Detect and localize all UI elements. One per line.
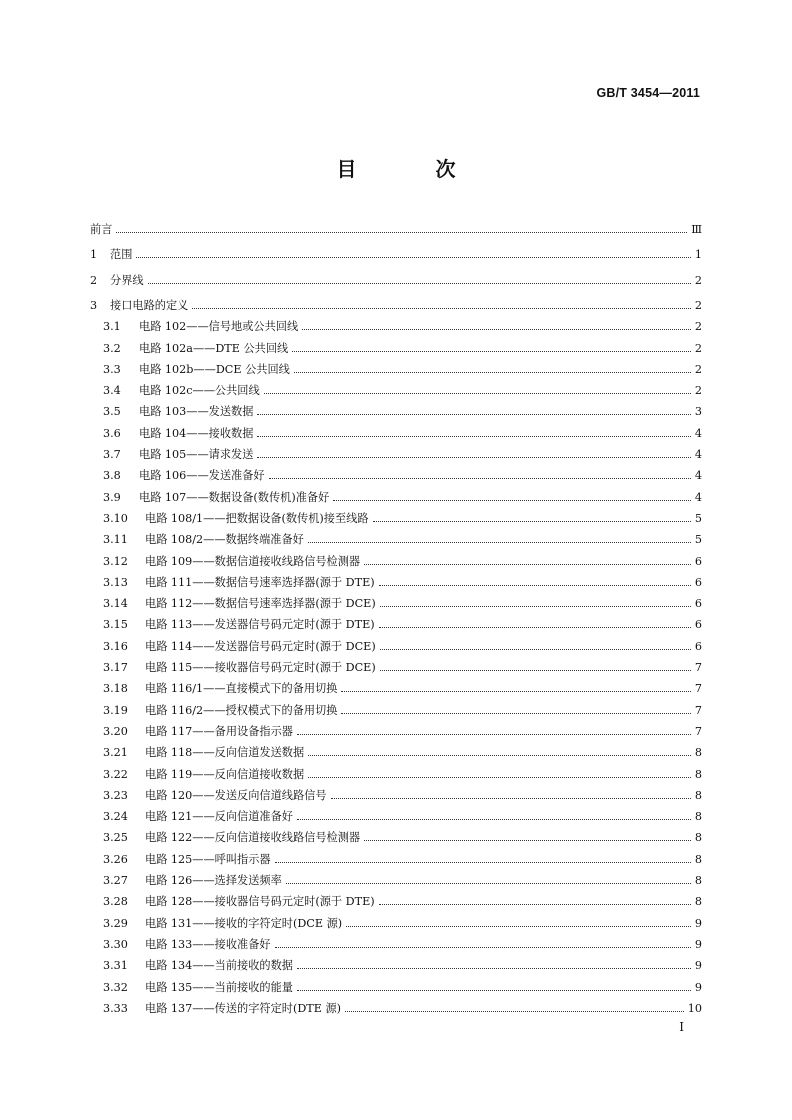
- toc-entry-title: 电路 113——发送器信号码元定时(源于 DTE): [145, 618, 375, 632]
- toc-entry-title: 电路 121——反向信道准备好: [145, 810, 293, 824]
- toc-entry-page: 1: [694, 248, 702, 262]
- toc-entry-page: 5: [694, 533, 702, 547]
- toc-entry-title: 分界线: [110, 273, 144, 287]
- toc-entry-title: 电路 137——传送的字符定时(DTE 源): [145, 1001, 342, 1015]
- toc-entry-number: 3.21: [103, 746, 128, 760]
- toc-entry-number: 3.24: [103, 810, 128, 824]
- toc-entry-title: 电路 106——发送准备好: [139, 469, 265, 483]
- toc-entry-number: 3.6: [103, 426, 121, 440]
- toc-entry-page: 2: [694, 273, 702, 287]
- toc-entry-number: 3.3: [103, 362, 121, 376]
- toc-entry-number: 1: [90, 248, 98, 262]
- dot-leader: [302, 329, 691, 330]
- dot-leader: [308, 755, 691, 756]
- toc-entry-title: 电路 125——呼叫指示器: [145, 852, 271, 866]
- toc-entry-page: 8: [694, 852, 702, 866]
- toc-entry-number: 3.31: [103, 959, 128, 973]
- toc-entry-page: 5: [694, 511, 702, 525]
- toc-entry-title: 电路 120——发送反向信道线路信号: [145, 788, 327, 802]
- toc-entry: [90, 809, 702, 825]
- toc-entry-number: 3.27: [103, 874, 128, 887]
- dot-leader: [148, 283, 691, 284]
- toc-entry: [90, 724, 702, 740]
- toc-entry-number: 3.14: [103, 597, 128, 611]
- toc-entry-title: 电路 134——当前接收的数据: [145, 959, 293, 973]
- toc-entry-number: 3.23: [103, 788, 128, 802]
- toc-entry-page: 8: [694, 788, 702, 802]
- toc-entry: [90, 852, 702, 868]
- toc-entry-title: 电路 122——反向信道接收线路信号检测器: [145, 831, 361, 845]
- toc-entry-page: 8: [694, 831, 702, 845]
- toc-entry: [90, 830, 702, 846]
- toc-entry: [90, 703, 702, 719]
- dot-leader: [275, 862, 691, 863]
- footer-page-number: I: [679, 1020, 684, 1034]
- toc-entry-number: 3.8: [103, 469, 121, 483]
- toc-entry-title: 电路 102c——公共回线: [139, 384, 260, 398]
- toc-entry-page: 2: [694, 298, 702, 312]
- toc-entry: [90, 873, 702, 889]
- toc-entry-page: 10: [687, 1001, 702, 1015]
- toc-entry-page: 8: [694, 767, 702, 781]
- toc-entry: [90, 894, 702, 910]
- toc-entry: [90, 937, 702, 953]
- toc-entry-title: 电路 103——发送数据: [139, 405, 254, 419]
- toc-entry: [90, 980, 702, 996]
- toc-entry-title: 电路 114——发送器信号码元定时(源于 DCE): [145, 639, 376, 653]
- dot-leader: [286, 883, 691, 884]
- dot-leader: [380, 670, 691, 671]
- dot-leader: [257, 436, 690, 437]
- toc-entry-number: 3.9: [103, 490, 121, 504]
- toc-entry-number: 3.17: [103, 661, 128, 674]
- toc-entry-page: 2: [694, 341, 702, 355]
- dot-leader: [257, 414, 690, 415]
- toc-entry-number: 3.10: [103, 511, 128, 525]
- dot-leader: [345, 1011, 684, 1012]
- toc-entry-number: 3.7: [103, 448, 121, 461]
- toc-entry-title: 电路 131——接收的字符定时(DCE 源): [145, 916, 343, 930]
- toc-entry: [90, 426, 702, 442]
- toc-entry-page: 7: [694, 703, 702, 717]
- toc-entry: [90, 681, 702, 697]
- toc-entry-title: 电路 115——接收器信号码元定时(源于 DCE): [145, 661, 376, 674]
- toc-entry: [90, 575, 702, 591]
- dot-leader: [116, 232, 687, 233]
- toc-entry: [90, 660, 702, 676]
- toc-entry-title: 电路 126——选择发送频率: [145, 874, 282, 887]
- toc-entry: [90, 341, 702, 357]
- toc-entry-number: 3.4: [103, 384, 121, 398]
- toc-entry-title: 电路 102——信号地或公共回线: [139, 320, 299, 334]
- toc-entry-number: 3: [90, 298, 98, 312]
- dot-leader: [136, 257, 690, 258]
- dot-leader: [341, 713, 690, 714]
- toc-entry: [90, 511, 702, 527]
- toc-entry-title: 电路 119——反向信道接收数据: [145, 767, 305, 781]
- toc-entry-title: 电路 117——备用设备指示器: [145, 724, 293, 738]
- toc-entry-number: 3.18: [103, 682, 128, 696]
- toc-entry-title: 电路 135——当前接收的能量: [145, 980, 293, 994]
- dot-leader: [269, 478, 691, 479]
- dot-leader: [192, 308, 691, 309]
- toc-entry-number: 3.19: [103, 703, 128, 717]
- toc-entry: [90, 554, 702, 570]
- toc-entry-page: 6: [694, 597, 702, 611]
- toc-entry-title: 电路 105——请求发送: [139, 448, 254, 461]
- toc-entry-page: 8: [694, 810, 702, 824]
- dot-leader: [275, 947, 691, 948]
- dot-leader: [308, 542, 691, 543]
- dot-leader: [331, 798, 691, 799]
- toc-entry: [90, 383, 702, 399]
- toc-entry-page: 8: [694, 895, 702, 909]
- toc-entry: [90, 362, 702, 378]
- toc-entry-page: 6: [694, 639, 702, 653]
- toc-entry: [90, 247, 702, 263]
- toc-entry-title: 电路 102b——DCE 公共回线: [139, 362, 290, 376]
- dot-leader: [297, 990, 691, 991]
- toc-entry: [90, 404, 702, 420]
- toc-entry-title: 电路 118——反向信道发送数据: [145, 746, 305, 760]
- dot-leader: [341, 691, 690, 692]
- toc-entry-number: 3.28: [103, 895, 128, 909]
- toc-entry: [90, 745, 702, 761]
- toc-entry-title: 电路 104——接收数据: [139, 426, 254, 440]
- toc-entry-title: 范围: [110, 248, 133, 262]
- dot-leader: [292, 351, 691, 352]
- toc-entry: [90, 767, 702, 783]
- toc-entry-page: 8: [694, 874, 702, 887]
- toc-entry-page: 7: [694, 682, 702, 696]
- toc-entry-number: 3.26: [103, 852, 128, 866]
- dot-leader: [346, 926, 691, 927]
- toc-entry-page: 2: [694, 362, 702, 376]
- dot-leader: [373, 521, 691, 522]
- dot-leader: [308, 777, 691, 778]
- toc-entry: [90, 468, 702, 484]
- toc-entry: [90, 319, 702, 335]
- toc-entry: [90, 490, 702, 506]
- toc-entry: [90, 596, 702, 612]
- toc-entry-page: 2: [694, 320, 702, 334]
- toc-entry-title: 电路 108/1——把数据设备(数传机)接至线路: [145, 511, 369, 525]
- toc-entry-page: 2: [694, 384, 702, 398]
- toc-entry: [90, 222, 702, 238]
- toc-entry-number: 3.15: [103, 618, 128, 632]
- toc-entry-title: 接口电路的定义: [110, 298, 189, 312]
- dot-leader: [380, 649, 691, 650]
- standard-code: GB/T 3454—2011: [596, 86, 700, 100]
- toc-entry-title: 电路 116/2——授权模式下的备用切换: [145, 703, 338, 717]
- toc-entry-page: 4: [694, 426, 702, 440]
- toc-entry-title: 前言: [90, 223, 113, 236]
- toc-entry-page: 8: [694, 746, 702, 760]
- toc-entry: [90, 273, 702, 289]
- dot-leader: [364, 840, 691, 841]
- dot-leader: [297, 968, 691, 969]
- toc-entry: [90, 617, 702, 633]
- toc-entry-number: 3.30: [103, 937, 128, 951]
- toc-entry-page: 9: [694, 916, 702, 930]
- dot-leader: [294, 372, 691, 373]
- toc-entry-page: 7: [694, 724, 702, 738]
- toc-entry-title: 电路 133——接收准备好: [145, 937, 271, 951]
- toc-entry-number: 3.25: [103, 831, 128, 845]
- toc-entry-page: 3: [694, 405, 702, 419]
- toc-entry-title: 电路 111——数据信号速率选择器(源于 DTE): [145, 575, 375, 589]
- toc-entry-number: 3.13: [103, 575, 128, 589]
- toc-entry-page: 4: [694, 490, 702, 504]
- toc-entry: [90, 916, 702, 932]
- toc-entry-number: 3.22: [103, 767, 128, 781]
- toc-entry: [90, 298, 702, 314]
- dot-leader: [297, 819, 691, 820]
- toc-entry-page: 4: [694, 469, 702, 483]
- toc-entry-page: Ⅲ: [691, 223, 702, 236]
- toc-entry-title: 电路 109——数据信道接收线路信号检测器: [145, 554, 361, 568]
- toc-entry-title: 电路 108/2——数据终端准备好: [145, 533, 304, 547]
- toc-entry-number: 3.1: [103, 320, 121, 334]
- toc-entry-number: 3.16: [103, 639, 128, 653]
- toc-entry: [90, 639, 702, 655]
- dot-leader: [379, 904, 691, 905]
- dot-leader: [379, 627, 691, 628]
- dot-leader: [333, 500, 691, 501]
- toc-entry-number: 3.12: [103, 554, 128, 568]
- toc-entry-page: 6: [694, 618, 702, 632]
- dot-leader: [379, 585, 691, 586]
- toc-entry-title: 电路 112——数据信号速率选择器(源于 DCE): [145, 597, 376, 611]
- toc-entry: [90, 532, 702, 548]
- toc-entry: [90, 958, 702, 974]
- toc-entry-title: 电路 102a——DTE 公共回线: [139, 341, 289, 355]
- toc-entry-title: 电路 116/1——直接模式下的备用切换: [145, 682, 338, 696]
- toc-entry-page: 4: [694, 448, 702, 461]
- toc-entry-title: 电路 107——数据设备(数传机)准备好: [139, 490, 330, 504]
- page-title: 目 次: [336, 157, 492, 181]
- toc-entry-number: 3.32: [103, 980, 128, 994]
- toc-entry-page: 7: [694, 661, 702, 674]
- toc-entry-number: 3.5: [103, 405, 121, 419]
- toc-entry-page: 6: [694, 554, 702, 568]
- toc-entry-number: 3.33: [103, 1001, 128, 1015]
- toc-entry-page: 9: [694, 937, 702, 951]
- dot-leader: [380, 606, 691, 607]
- dot-leader: [257, 457, 690, 458]
- toc-entry-number: 3.20: [103, 724, 128, 738]
- dot-leader: [264, 393, 691, 394]
- dot-leader: [364, 564, 691, 565]
- toc-entry-number: 3.2: [103, 341, 121, 355]
- toc-entry-page: 6: [694, 575, 702, 589]
- toc-entry-number: 3.29: [103, 916, 128, 930]
- dot-leader: [297, 734, 691, 735]
- toc-entry-page: 9: [694, 959, 702, 973]
- toc-entry: [90, 447, 702, 463]
- toc-entry-page: 9: [694, 980, 702, 994]
- toc-entry: [90, 1001, 702, 1017]
- toc-entry-number: 3.11: [103, 533, 128, 547]
- toc-entry: [90, 788, 702, 804]
- toc-entry-title: 电路 128——接收器信号码元定时(源于 DTE): [145, 895, 375, 909]
- toc-entry-number: 2: [90, 273, 98, 287]
